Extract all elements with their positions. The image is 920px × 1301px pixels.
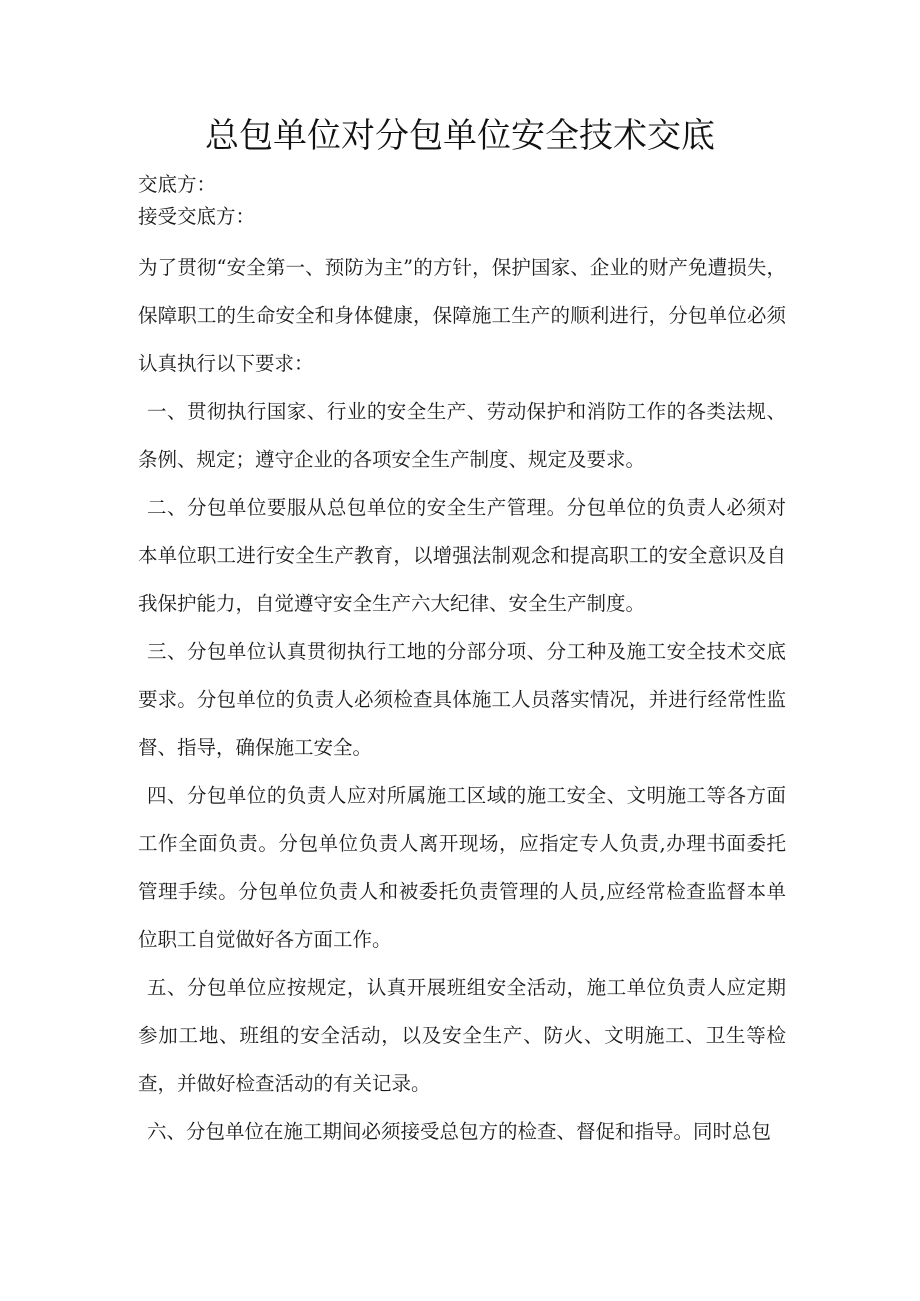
clause-6-paragraph: 六、分包单位在施工期间必须接受总包方的检查、督促和指导。同时总包	[147, 1120, 772, 1143]
issuer-field-label: 交底方：	[138, 173, 217, 196]
document-title: 总包单位对分包单位安全技术交底	[205, 116, 715, 156]
clause-1-paragraph: 一、贯彻执行国家、行业的安全生产、劳动保护和消防工作的各类法规、条例、规定；遵守企业的各项安全生产制度、规定及要求。	[138, 400, 786, 471]
clause-2-paragraph: 二、分包单位要服从总包单位的安全生产管理。分包单位的负责人必须对本单位职工进行安全生产教育，以增强法制观念和提高职工的安全意识及自我保护能力，自觉遵守安全生产六大纪律、安全生产制度。	[138, 496, 786, 615]
clause-4-paragraph: 四、分包单位的负责人应对所属施工区域的施工安全、文明施工等各方面工作全面负责。分包单位负责人离开现场，应指定专人负责,办理书面委托管理手续。分包单位负责人和被委托负责管理的人员,应经常检查监督本单位职工自觉做好各方面工作。	[138, 784, 786, 951]
intro-paragraph: 为了贯彻“安全第一、预防为主”的方针，保护国家、企业的财产免遭损失，保障职工的生命安全和身体健康，保障施工生产的顺利进行，分包单位必须认真执行以下要求：	[138, 256, 786, 375]
clause-3-paragraph: 三、分包单位认真贯彻执行工地的分部分项、分工种及施工安全技术交底要求。分包单位的负责人必须检查具体施工人员落实情况，并进行经常性监督、指导，确保施工安全。	[138, 640, 786, 759]
document-body	[138, 244, 786, 1156]
receiver-field-label: 接受交底方：	[138, 205, 256, 228]
clause-5-paragraph: 五、分包单位应按规定，认真开展班组安全活动，施工单位负责人应定期参加工地、班组的安全活动，以及安全生产、防火、文明施工、卫生等检查，并做好检查活动的有关记录。	[138, 976, 786, 1095]
